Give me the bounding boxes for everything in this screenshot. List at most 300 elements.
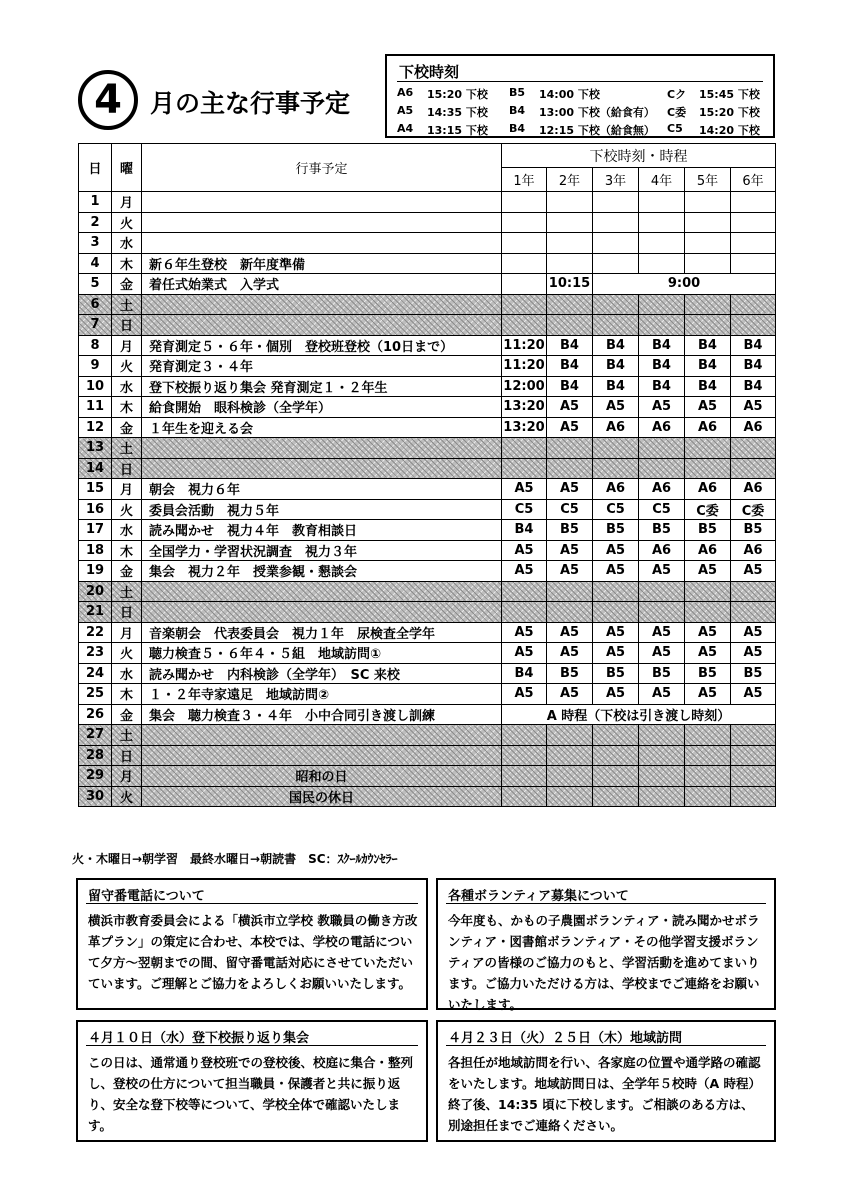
weekday: 金: [112, 561, 142, 582]
dismissal-code: B5: [509, 86, 526, 99]
time-cell: A5: [547, 622, 593, 643]
header-times: 下校時刻・時程: [502, 144, 776, 168]
time-cell: A5: [731, 397, 776, 418]
time-cell: [639, 212, 685, 233]
day-number: 27: [79, 725, 112, 746]
event-cell: [142, 725, 502, 746]
dismissal-code: C委: [667, 106, 687, 119]
time-cell: [593, 294, 639, 315]
time-cell: [547, 294, 593, 315]
weekday: 木: [112, 253, 142, 274]
time-cell: [685, 725, 731, 746]
time-cell: [685, 766, 731, 787]
weekday: 月: [112, 192, 142, 213]
schedule-row: [79, 581, 776, 602]
event-cell: [142, 602, 502, 623]
event-cell: 委員会活動 視力５年: [142, 499, 502, 520]
dismissal-time: 15:20 下校: [427, 88, 488, 101]
time-cell: [593, 212, 639, 233]
dismissal-time: 14:35 下校: [427, 106, 488, 119]
box-heading: ４月１０日（水）登下校振り返り集会: [88, 1031, 310, 1046]
time-cell: A5: [502, 643, 547, 664]
footnote: 火・木曜日→朝学習 最終水曜日→朝読書 SC：ｽｸｰﾙｶｳﾝｾﾗｰ: [72, 852, 398, 866]
time-cell: A5: [731, 643, 776, 664]
day-number: 25: [79, 684, 112, 705]
day-number: 18: [79, 540, 112, 561]
time-cell: A6: [593, 417, 639, 438]
time-cell: [502, 233, 547, 254]
weekday: 月: [112, 622, 142, 643]
time-cell: [639, 745, 685, 766]
schedule-row: [79, 335, 776, 356]
dismissal-row: [397, 122, 767, 140]
time-cell: [502, 458, 547, 479]
day-number: 7: [79, 315, 112, 336]
time-cell: [547, 786, 593, 807]
day-number: 8: [79, 335, 112, 356]
time-cell: [593, 602, 639, 623]
box-heading: 留守番電話について: [88, 889, 205, 904]
event-cell: [142, 458, 502, 479]
time-cell: [547, 581, 593, 602]
schedule-row: [79, 356, 776, 377]
time-cell: [685, 233, 731, 254]
schedule-row: [79, 438, 776, 459]
time-cell: 12:00: [502, 376, 547, 397]
event-cell: 聴力検査５・６年４・５組 地域訪問①: [142, 643, 502, 664]
grade-header: 6年: [731, 168, 776, 192]
time-cell: B4: [593, 335, 639, 356]
time-cell: [502, 315, 547, 336]
time-cell: A6: [685, 417, 731, 438]
event-cell: [142, 212, 502, 233]
time-cell: B4: [593, 356, 639, 377]
time-cell: A5: [639, 622, 685, 643]
weekday: 土: [112, 725, 142, 746]
weekday: 木: [112, 540, 142, 561]
time-cell: A6: [639, 540, 685, 561]
time-cell: B4: [593, 376, 639, 397]
time-cell: [547, 458, 593, 479]
day-number: 17: [79, 520, 112, 541]
time-cell: [639, 602, 685, 623]
event-cell: 集会 視力２年 授業参観・懇談会: [142, 561, 502, 582]
day-number: 21: [79, 602, 112, 623]
time-cell: A5: [502, 561, 547, 582]
time-cell: A5: [639, 561, 685, 582]
schedule-row: [79, 499, 776, 520]
schedule-row: [79, 397, 776, 418]
box-text: この日は、通常通り登校班での登校後、校庭に集合・整列し、登校の仕方について担当職員・保護者と共に振り返り、安全な登下校等について、学校全体で確認いたします。: [88, 1055, 414, 1133]
schedule-row: [79, 643, 776, 664]
dismissal-time-box: [385, 54, 775, 138]
time-cell: B4: [731, 335, 776, 356]
time-cell: [685, 212, 731, 233]
time-cell: A5: [685, 684, 731, 705]
time-cell: [731, 458, 776, 479]
time-cell: 10:15: [547, 274, 593, 295]
weekday: 火: [112, 356, 142, 377]
answering-machine-box: [76, 878, 428, 1010]
time-cell: [731, 786, 776, 807]
day-number: 22: [79, 622, 112, 643]
time-cell: C委: [731, 499, 776, 520]
time-cell: [502, 725, 547, 746]
time-cell: [639, 253, 685, 274]
schedule-row: [79, 212, 776, 233]
time-cell: A 時程（下校は引き渡し時刻）: [502, 704, 776, 725]
time-cell: B4: [502, 663, 547, 684]
time-cell: [547, 253, 593, 274]
weekday: 土: [112, 581, 142, 602]
time-cell: B5: [547, 663, 593, 684]
event-cell: 集会 聴力検査３・４年 小中合同引き渡し訓練: [142, 704, 502, 725]
dismissal-heading: 下校時刻: [399, 63, 460, 81]
time-cell: A5: [639, 643, 685, 664]
schedule-row: [79, 376, 776, 397]
time-cell: C5: [593, 499, 639, 520]
day-number: 30: [79, 786, 112, 807]
time-cell: [593, 581, 639, 602]
time-cell: [639, 233, 685, 254]
time-cell: [547, 233, 593, 254]
time-cell: B4: [731, 356, 776, 377]
time-cell: A5: [547, 643, 593, 664]
box-text: 各担任が地域訪問を行い、各家庭の位置や通学路の確認をいたします。地域訪問日は、全学年５校時（A 時程）終了後、14:35 頃に下校します。ご相談のある方は、別途担任までご連絡ください。: [448, 1055, 762, 1133]
time-cell: [685, 192, 731, 213]
weekday: 火: [112, 643, 142, 664]
day-number: 28: [79, 745, 112, 766]
time-cell: A6: [731, 479, 776, 500]
time-cell: A6: [593, 479, 639, 500]
dismissal-legend: [397, 86, 767, 140]
time-cell: A5: [502, 540, 547, 561]
dismissal-code: A6: [397, 86, 414, 99]
page-title: [78, 70, 378, 134]
event-cell: 発育測定３・４年: [142, 356, 502, 377]
schedule-row: [79, 725, 776, 746]
schedule-row: [79, 745, 776, 766]
time-cell: [639, 725, 685, 746]
day-number: 20: [79, 581, 112, 602]
dismissal-code: B4: [509, 122, 526, 135]
time-cell: A6: [731, 417, 776, 438]
time-cell: [685, 786, 731, 807]
schedule-row: [79, 540, 776, 561]
time-cell: A6: [685, 479, 731, 500]
time-cell: A5: [593, 397, 639, 418]
time-cell: B4: [685, 335, 731, 356]
event-cell: １年生を迎える会: [142, 417, 502, 438]
event-cell: 朝会 視力６年: [142, 479, 502, 500]
time-cell: B5: [731, 663, 776, 684]
dismissal-code: B4: [509, 104, 526, 117]
time-cell: [639, 192, 685, 213]
time-cell: A5: [547, 561, 593, 582]
day-number: 26: [79, 704, 112, 725]
dismissal-row: [397, 104, 767, 122]
time-cell: [547, 602, 593, 623]
weekday: 日: [112, 745, 142, 766]
weekday: 金: [112, 274, 142, 295]
month-number: 4: [78, 70, 138, 130]
time-cell: B5: [685, 520, 731, 541]
weekday: 水: [112, 663, 142, 684]
weekday: 日: [112, 602, 142, 623]
time-cell: [685, 458, 731, 479]
event-cell: [142, 581, 502, 602]
time-cell: [502, 766, 547, 787]
time-cell: B5: [639, 520, 685, 541]
weekday: 日: [112, 458, 142, 479]
schedule-row: [79, 561, 776, 582]
time-cell: A5: [593, 540, 639, 561]
event-cell: 全国学力・学習状況調査 視力３年: [142, 540, 502, 561]
time-cell: [639, 315, 685, 336]
event-cell: 発育測定５・６年・個別 登校班登校（10日まで）: [142, 335, 502, 356]
time-cell: A5: [593, 622, 639, 643]
time-cell: 9:00: [593, 274, 776, 295]
time-cell: A5: [685, 561, 731, 582]
time-cell: [639, 458, 685, 479]
day-number: 13: [79, 438, 112, 459]
event-cell: [142, 315, 502, 336]
time-cell: B4: [502, 520, 547, 541]
time-cell: B4: [547, 376, 593, 397]
time-cell: [731, 233, 776, 254]
time-cell: A5: [502, 622, 547, 643]
grade-header: 3年: [593, 168, 639, 192]
time-cell: 13:20: [502, 397, 547, 418]
time-cell: [731, 438, 776, 459]
schedule-table: [78, 143, 776, 807]
schedule-row: [79, 663, 776, 684]
event-cell: 音楽朝会 代表委員会 視力１年 尿検査全学年: [142, 622, 502, 643]
weekday: 水: [112, 376, 142, 397]
time-cell: [547, 725, 593, 746]
time-cell: A5: [639, 397, 685, 418]
schedule-row: [79, 766, 776, 787]
weekday: 木: [112, 397, 142, 418]
time-cell: [502, 438, 547, 459]
weekday: 木: [112, 684, 142, 705]
time-cell: A5: [731, 684, 776, 705]
day-number: 5: [79, 274, 112, 295]
dismissal-time: 15:45 下校: [699, 88, 760, 101]
event-cell: 国民の休日: [142, 786, 502, 807]
weekday: 月: [112, 766, 142, 787]
day-number: 9: [79, 356, 112, 377]
time-cell: B4: [639, 376, 685, 397]
home-visit-box: [436, 1020, 776, 1142]
time-cell: A5: [593, 561, 639, 582]
time-cell: [593, 315, 639, 336]
dismissal-code: A5: [397, 104, 414, 117]
weekday: 金: [112, 704, 142, 725]
time-cell: [502, 294, 547, 315]
time-cell: A5: [547, 417, 593, 438]
time-cell: [502, 253, 547, 274]
time-cell: [685, 253, 731, 274]
time-cell: [547, 192, 593, 213]
schedule-row: [79, 458, 776, 479]
schedule-row: [79, 417, 776, 438]
time-cell: A5: [502, 479, 547, 500]
review-assembly-box: [76, 1020, 428, 1142]
time-cell: A5: [685, 643, 731, 664]
dismissal-time: 12:15 下校（給食無）: [539, 124, 655, 137]
event-cell: [142, 192, 502, 213]
time-cell: B5: [593, 663, 639, 684]
time-cell: A5: [685, 397, 731, 418]
weekday: 土: [112, 294, 142, 315]
time-cell: [593, 438, 639, 459]
time-cell: [685, 294, 731, 315]
time-cell: A5: [547, 684, 593, 705]
schedule-row: [79, 622, 776, 643]
time-cell: [639, 786, 685, 807]
time-cell: [731, 253, 776, 274]
time-cell: A5: [731, 622, 776, 643]
weekday: 月: [112, 479, 142, 500]
header-events: 行事予定: [142, 144, 502, 192]
dismissal-code: C5: [667, 122, 683, 135]
time-cell: B4: [639, 335, 685, 356]
schedule-row: [79, 786, 776, 807]
dismissal-time: 13:00 下校（給食有）: [539, 106, 655, 119]
time-cell: B5: [639, 663, 685, 684]
time-cell: [685, 602, 731, 623]
time-cell: [502, 274, 547, 295]
weekday: 火: [112, 499, 142, 520]
time-cell: [547, 212, 593, 233]
time-cell: [731, 212, 776, 233]
day-number: 10: [79, 376, 112, 397]
time-cell: B4: [685, 356, 731, 377]
time-cell: [639, 438, 685, 459]
time-cell: [547, 438, 593, 459]
time-cell: B5: [731, 520, 776, 541]
time-cell: A5: [547, 540, 593, 561]
time-cell: B4: [547, 335, 593, 356]
weekday: 月: [112, 335, 142, 356]
time-cell: A6: [639, 479, 685, 500]
time-cell: [731, 315, 776, 336]
time-cell: A5: [547, 397, 593, 418]
time-cell: A5: [685, 622, 731, 643]
grade-header: 4年: [639, 168, 685, 192]
dismissal-time: 14:00 下校: [539, 88, 600, 101]
dismissal-code: A4: [397, 122, 414, 135]
time-cell: C5: [502, 499, 547, 520]
event-cell: 読み聞かせ 視力４年 教育相談日: [142, 520, 502, 541]
time-cell: [547, 766, 593, 787]
time-cell: [639, 294, 685, 315]
grade-header: 2年: [547, 168, 593, 192]
time-cell: [502, 581, 547, 602]
schedule-row: [79, 684, 776, 705]
time-cell: B4: [685, 376, 731, 397]
time-cell: [593, 253, 639, 274]
box-heading: ４月２３日（火）２５日（木）地域訪問: [448, 1031, 683, 1046]
day-number: 6: [79, 294, 112, 315]
schedule-row: [79, 274, 776, 295]
event-cell: [142, 233, 502, 254]
title-text: 月の主な行事予定: [150, 89, 351, 118]
time-cell: [593, 192, 639, 213]
time-cell: C5: [547, 499, 593, 520]
time-cell: B5: [593, 520, 639, 541]
day-number: 11: [79, 397, 112, 418]
time-cell: B5: [685, 663, 731, 684]
time-cell: [639, 766, 685, 787]
event-cell: [142, 745, 502, 766]
time-cell: [685, 315, 731, 336]
day-number: 19: [79, 561, 112, 582]
dismissal-row: [397, 86, 767, 104]
event-cell: [142, 438, 502, 459]
time-cell: [593, 233, 639, 254]
schedule-row: [79, 315, 776, 336]
weekday: 日: [112, 315, 142, 336]
time-cell: A5: [502, 684, 547, 705]
day-number: 24: [79, 663, 112, 684]
time-cell: [593, 745, 639, 766]
time-cell: [731, 745, 776, 766]
event-cell: [142, 294, 502, 315]
time-cell: [685, 438, 731, 459]
volunteer-box: [436, 878, 776, 1010]
event-cell: 着任式始業式 入学式: [142, 274, 502, 295]
time-cell: B4: [731, 376, 776, 397]
schedule-row: [79, 704, 776, 725]
dismissal-time: 13:15 下校: [427, 124, 488, 137]
event-cell: 登下校振り返り集会 発育測定１・２年生: [142, 376, 502, 397]
schedule-row: [79, 253, 776, 274]
time-cell: [593, 766, 639, 787]
time-cell: B5: [547, 520, 593, 541]
day-number: 16: [79, 499, 112, 520]
time-cell: B4: [547, 356, 593, 377]
time-cell: [502, 192, 547, 213]
day-number: 29: [79, 766, 112, 787]
schedule-row: [79, 602, 776, 623]
time-cell: [731, 581, 776, 602]
event-cell: １・２年寺家遠足 地域訪問②: [142, 684, 502, 705]
time-cell: [502, 745, 547, 766]
time-cell: [685, 581, 731, 602]
box-heading: 各種ボランティア募集について: [448, 889, 629, 904]
dismissal-code: Cク: [667, 88, 687, 101]
time-cell: A6: [639, 417, 685, 438]
time-cell: C5: [639, 499, 685, 520]
time-cell: C委: [685, 499, 731, 520]
dismissal-time: 15:20 下校: [699, 106, 760, 119]
time-cell: [731, 294, 776, 315]
event-cell: 給食開始 眼科検診（全学年）: [142, 397, 502, 418]
day-number: 23: [79, 643, 112, 664]
time-cell: [639, 581, 685, 602]
time-cell: [731, 766, 776, 787]
time-cell: 11:20: [502, 356, 547, 377]
schedule-row: [79, 192, 776, 213]
day-number: 1: [79, 192, 112, 213]
time-cell: [593, 786, 639, 807]
schedule-row: [79, 233, 776, 254]
time-cell: [593, 458, 639, 479]
time-cell: A5: [731, 561, 776, 582]
weekday: 金: [112, 417, 142, 438]
